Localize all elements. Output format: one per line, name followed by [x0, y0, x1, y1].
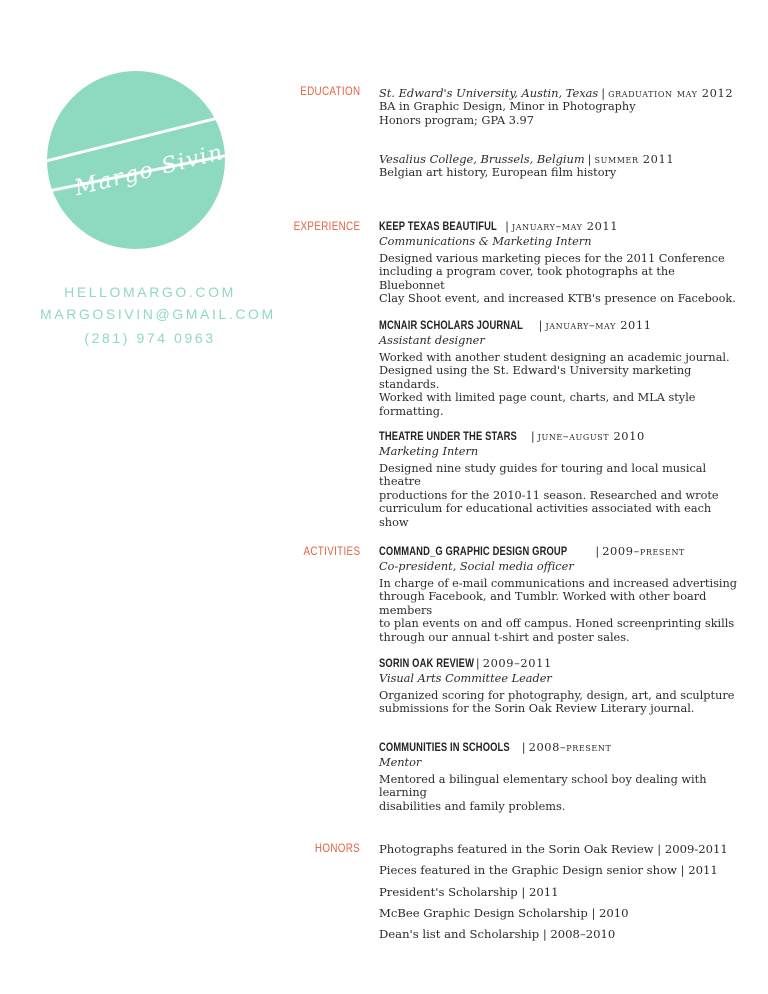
entry-line: Honors program; GPA 3.97 [379, 113, 534, 127]
entry-line: disabilities and family problems. [379, 799, 566, 813]
role-title: Visual Arts Committee Leader [379, 672, 552, 685]
org-name: THEATRE UNDER THE STARS [379, 429, 517, 443]
entry-date: january–may 2011 [511, 219, 619, 233]
education-entry: Vesalius College, Brussels, Belgium | summer 2011 Belgian art history, European film history [379, 152, 739, 180]
entry-line: Organized scoring for photography, design, art, and sculpture [379, 689, 735, 702]
entry-line: Designed nine study guides for touring and local musical theatre [379, 462, 707, 489]
entry-line: curriculum for educational activities associated with each show [379, 502, 712, 529]
website-link[interactable]: HELLOMARGO.COM [64, 284, 236, 300]
entry-date: 2009–present [602, 544, 685, 558]
name-logo [46, 70, 226, 250]
section-label-activities: ACTIVITIES [303, 544, 360, 558]
entry-line: through Facebook, and Tumblr. Worked with other board members [379, 590, 707, 617]
entry-line: Belgian art history, European film history [379, 166, 617, 179]
role-title: Communications & Marketing Intern [379, 235, 592, 248]
section-label-experience: EXPERIENCE [293, 219, 360, 233]
entry-line: Designed various marketing pieces for the 2011 Conference [379, 252, 725, 265]
activity-entry: SORIN OAK REVIEW | 2009–2011 Visual Arts Committee Leader Organized scoring for photography, design, art, and sculpture submissions for the Sorin Oak Review Literary journal. [379, 656, 739, 716]
entry-date: june–august 2010 [537, 429, 645, 443]
role-title: Assistant designer [379, 334, 485, 347]
entry-line: submissions for the Sorin Oak Review Literary journal. [379, 702, 695, 716]
name-text: Margo Sivin [72, 139, 226, 202]
org-name: COMMAND_G GRAPHIC DESIGN GROUP [379, 544, 568, 558]
honor-item: Photographs featured in the Sorin Oak Review | 2009-2011 [379, 842, 728, 856]
org-name: SORIN OAK REVIEW [379, 656, 475, 670]
entry-line: In charge of e-mail communications and increased advertising [379, 577, 737, 590]
entry-line: BA in Graphic Design, Minor in Photography [379, 100, 636, 113]
role-title: Marketing Intern [379, 445, 479, 458]
honor-item: President's Scholarship | 2011 [379, 885, 559, 899]
entry-line: through our annual t-shirt and poster sales. [379, 630, 630, 644]
entry-date: summer 2011 [594, 152, 675, 166]
org-name: COMMUNITIES IN SCHOOLS [379, 740, 510, 754]
activity-entry: COMMAND_G GRAPHIC DESIGN GROUP | 2009–present Co-president, Social media officer In charge of e-mail communications and increased advertising through Facebook, and Tumblr. Worked with other board members to plan events on and off campus. Honed screenprinting skills through our annual t-shirt and poster sales. [379, 544, 737, 644]
entry-line: productions for the 2010-11 season. Researched and wrote [379, 488, 719, 502]
section-label-education: EDUCATION [299, 84, 360, 98]
entry-line: Worked with another student designing an academic journal. [379, 351, 730, 364]
school-name: St. Edward's University, Austin, Texas [379, 86, 599, 100]
org-name: KEEP TEXAS BEAUTIFUL [379, 219, 497, 233]
experience-entry: KEEP TEXAS BEAUTIFUL | january–may 2011 Communications & Marketing Intern Designed various marketing pieces for the 2011 Conference including a program cover, took photographs at the Bluebonnet Clay Shoot event, and increased KTB's presence on Facebook. [379, 219, 739, 306]
experience-entry: THEATRE UNDER THE STARS | june–august 2010 Marketing Intern Designed nine study guides for touring and local musical theatre productions for the 2010-11 season. Researched and wrote curriculum for educational activities associated with each show [379, 429, 739, 529]
honor-item: Dean's list and Scholarship | 2008–2010 [379, 927, 616, 941]
entry-line: to plan events on and off campus. Honed screenprinting skills [379, 617, 735, 631]
entry-date: 2008–present [528, 740, 612, 754]
entry-line: formatting. [379, 404, 444, 418]
entry-date: january–may 2011 [545, 318, 652, 332]
entry-date: 2009–2011 [482, 656, 552, 670]
activity-entry: COMMUNITIES IN SCHOOLS | 2008–present Mentor Mentored a bilingual elementary school boy dealing with learning disabilities and family problems. [379, 740, 739, 813]
role-title: Co-president, Social media officer [379, 560, 574, 573]
entry-line: Worked with limited page count, charts, and MLA style [379, 391, 696, 405]
email-link[interactable]: MARGOSIVIN@GMAIL.COM [40, 306, 276, 322]
phone-number: (281) 974 0963 [84, 330, 216, 346]
honor-item: McBee Graphic Design Scholarship | 2010 [379, 906, 629, 920]
experience-entry: MCNAIR SCHOLARS JOURNAL | january–may 2011 Assistant designer Worked with another student designing an academic journal. Designed using the St. Edward's University marketing standards. Worked with limited page count, charts, and MLA style formatting. [379, 318, 739, 418]
entry-line: including a program cover, took photographs at the Bluebonnet [379, 265, 675, 292]
role-title: Mentor [379, 756, 422, 769]
org-name: MCNAIR SCHOLARS JOURNAL [379, 318, 523, 332]
school-name: Vesalius College, Brussels, Belgium [379, 152, 585, 166]
education-entry: St. Edward's University, Austin, Texas | graduation may 2012 BA in Graphic Design, Minor in Photography Honors program; GPA 3.97 [379, 86, 739, 127]
section-label-honors: HONORS [314, 841, 360, 855]
honor-item: Pieces featured in the Graphic Design senior show | 2011 [379, 863, 718, 877]
entry-line: Mentored a bilingual elementary school boy dealing with learning [379, 773, 707, 800]
entry-line: Clay Shoot event, and increased KTB's presence on Facebook. [379, 292, 736, 306]
entry-date: graduation may 2012 [608, 86, 734, 100]
entry-line: Designed using the St. Edward's University marketing standards. [379, 364, 692, 391]
